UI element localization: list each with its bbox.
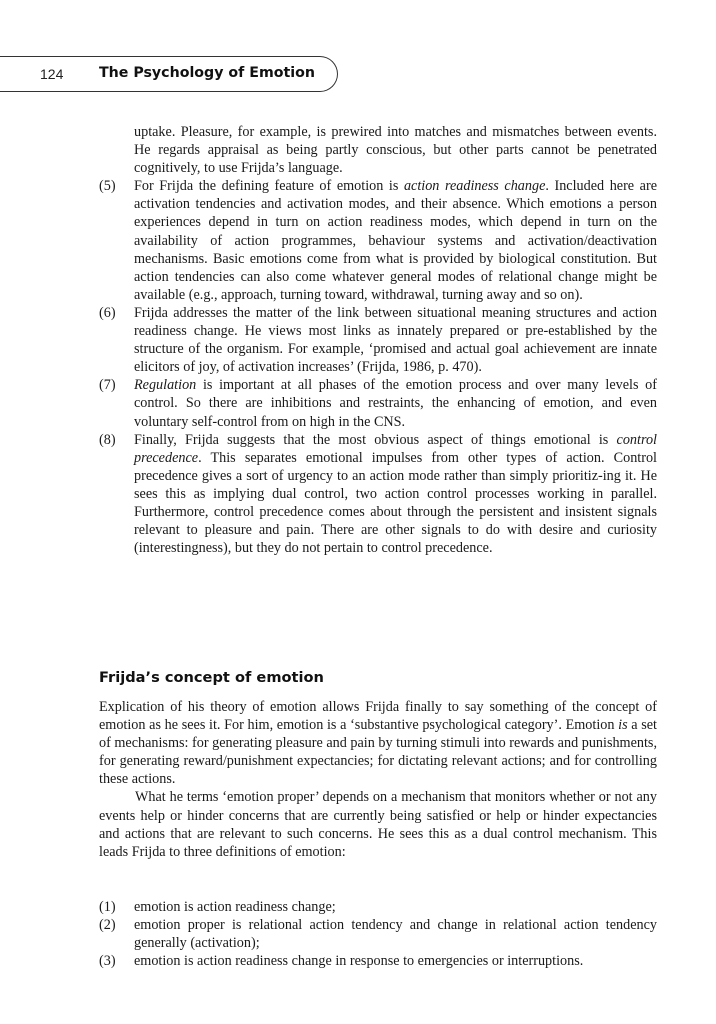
list-item-8 — [99, 431, 657, 558]
list-number: (3) — [99, 953, 116, 970]
numbered-list — [99, 123, 657, 557]
section-heading: Frijda’s concept of emotion — [99, 669, 324, 686]
list-text: Regulation is important at all phases of the emotion process and over many levels of control. So there are inhibitions and restraints, the enhancing of emotion, and even voluntary self-control from on high in the CNS. — [134, 377, 657, 430]
definition-item — [99, 916, 657, 952]
definitions-list — [99, 898, 657, 970]
list-number: (2) — [99, 917, 116, 934]
list-item-5 — [99, 177, 657, 304]
list-number: (1) — [99, 899, 116, 915]
list-text: For Frijda the defining feature of emotion is action readiness change. Included here are activation tendencies and activation modes, and their absence. Which emotions a person experiences depend in turn on action readiness modes, which depend in turn on the availability of action programmes, behaviour systems and activation/deactivation mechanisms. Basic emotions come from what is provided by biological constitution. But action tendencies can also come whatever general modes of relational change might be available (e.g., approach, turning toward, withdrawal, turning away and so on). — [134, 178, 657, 303]
list-text: emotion is action readiness change in response to emergencies or interruptions. — [134, 953, 584, 970]
running-title: The Psychology of Emotion — [99, 65, 315, 81]
list-continuation: uptake. Pleasure, for example, is prewired into matches and mismatches between events. He regards appraisal as being partly conscious, but other parts cannot be penetrated cognitively, to use Frijda’s language. — [134, 124, 657, 177]
list-number: (5) — [99, 178, 116, 195]
list-item-6 — [99, 304, 657, 376]
list-text: Frijda addresses the matter of the link between situational meaning structures and action readiness change. He views most links as innately prepared or pre-established by the structure of the organism. For example, ‘promised and actual goal achievement are innate elicitors of joy, of activation increases’ (Frijda, 1986, p. 470). — [134, 304, 657, 376]
definition-item — [99, 898, 657, 916]
body-paragraph: What he terms ‘emotion proper’ depends on a mechanism that monitors whether or not any events help or hinder concerns that are currently being satisfied or help or hinder expectancies and actions that are relevant to such concerns. He sees this as a dual control mechanism. This leads Frijda to three definitions of emotion: — [99, 789, 657, 860]
page-number: 124 — [40, 66, 64, 82]
list-number: (6) — [99, 304, 116, 321]
section-body — [99, 698, 657, 861]
list-text: emotion proper is relational action tendency and change in relational action tendency generally (activation); — [134, 917, 657, 952]
definition-item — [99, 952, 657, 970]
body-paragraph: Explication of his theory of emotion allows Frijda finally to say something of the concept of emotion as he sees it. For him, emotion is a ‘substantive psychological category’. Emotion is a set of mechanisms: for generating pleasure and pain by turning stimuli into rewards and punishments, for generating reward/punishment expectancies; for dictating relevant actions; and for controlling these actions. — [99, 699, 657, 788]
list-item-7 — [99, 376, 657, 430]
list-text: Finally, Frijda suggests that the most obvious aspect of things emotional is control precedence. This separates emotional impulses from other types of action. Control precedence gives a sort of urgency to an action mode rather than simply prioritiz-ing it. He sees this as implying dual control, two action control processes working in parallel. Furthermore, control precedence comes about through the persistent and insistent signals relevant to pleasure and pain. There are other signals to do with desire and curiosity (interestingness), but they do not pertain to control precedence. — [134, 431, 657, 557]
list-number: (7) — [99, 377, 116, 394]
list-number: (8) — [99, 431, 116, 448]
list-text: emotion is action readiness change; — [134, 899, 336, 915]
